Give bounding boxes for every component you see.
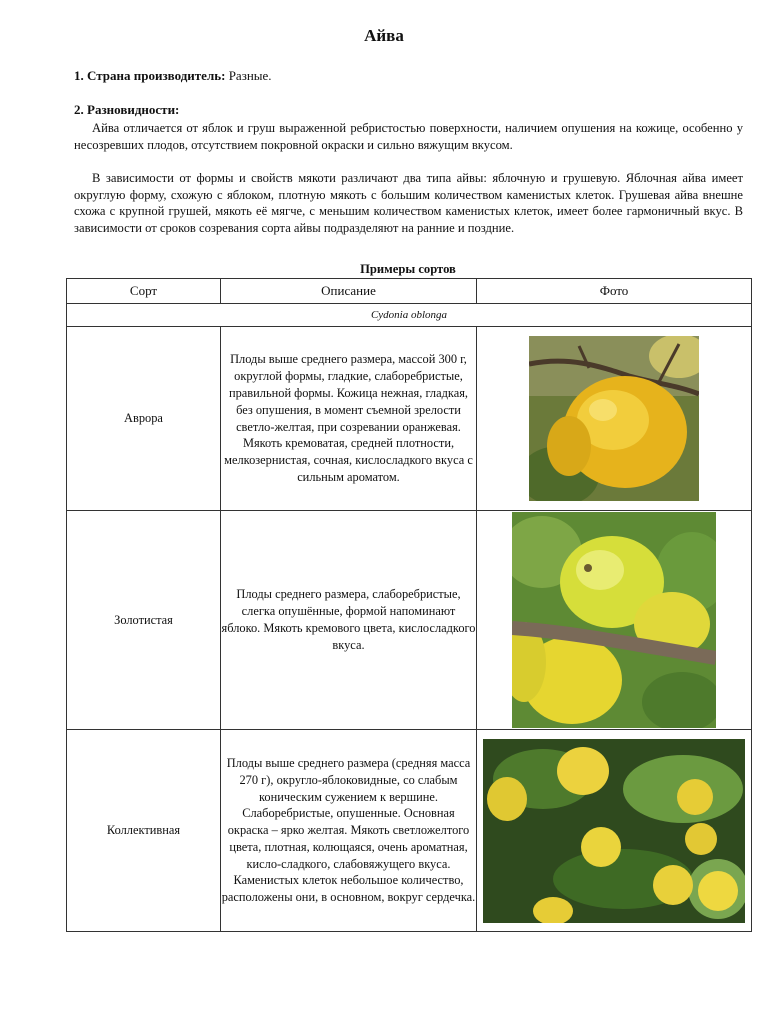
quince-photo-collective [483,739,745,923]
quince-photo-golden [512,512,716,728]
paragraph-types: В зависимости от формы и свойств мякоти различают два типа айвы: яблочную и грушевую. Яблочная айва имеет округлую форму, схожую с яблоком, плотную мякоть с большим количеством каменистых клеток. Грушевая айва внешне схожа с крупной грушей, мякоть её мягче, с меньшим количеством каменистых клеток, имеет более гармоничный вкус. В зависимости от сроков созревания сорта айвы подразделяют на ранние и поздние. [74,171,743,235]
header-photo: Фото [477,279,752,304]
variety-name: Золотистая [67,511,221,730]
species-row [67,304,752,327]
table-row [67,730,752,932]
country-label: 1. Страна производитель: [74,68,226,83]
photo-cell [477,327,752,511]
photo-cell [477,730,752,932]
quince-photo-aurora [529,336,699,501]
header-variety: Сорт [67,279,221,304]
header-description: Описание [221,279,477,304]
varieties-heading: 2. Разновидности: [74,102,180,117]
paragraph-intro: Айва отличается от яблок и груш выраженной ребристостью поверхности, наличием опушения на кожице, особенно у несозревших плодов, отсутствием покровной окраски и сильно вяжущим вкусом. [74,121,743,152]
table-row [67,511,752,730]
variety-description: Плоды среднего размера, слаборебристые, слегка опушённые, формой напоминают яблоко. Мякоть кремового цвета, кислосладкого вкуса. [221,511,477,730]
variety-name: Аврора [67,327,221,511]
page-title: Айва [364,26,404,45]
species-name: Cydonia oblonga [67,304,752,327]
variety-description: Плоды выше среднего размера, массой 300 г, округлой формы, гладкие, слаборебристые, правильной формы. Кожица нежная, гладкая, без опушения, в момент съемной зрелости светло-желтая, при созревании оранжевая. Мякоть кремоватая, средней плотности, мелкозернистая, сочная, кислосладкого вкуса с сильным ароматом. [221,327,477,511]
country-line [74,68,272,84]
variety-description: Плоды выше среднего размера (средняя масса 270 г), округло-яблоковидные, со слабым коническим сужением к вершине. Слаборебристые, опушенные. Основная окраска – ярко желтая. Мякоть светложелтого цвета, плотная, колющаяся, очень ароматная, кисло-сладкого, слабовяжущего вкуса. Каменистых клеток небольшое количество, расположены они, в основном, вокруг сердечка. [221,730,477,932]
table-header-row [67,279,752,304]
table-caption: Примеры сортов [360,262,456,276]
variety-name: Коллективная [67,730,221,932]
table-row [67,327,752,511]
photo-cell [477,511,752,730]
varieties-table [66,278,752,932]
country-value: Разные. [228,68,272,83]
